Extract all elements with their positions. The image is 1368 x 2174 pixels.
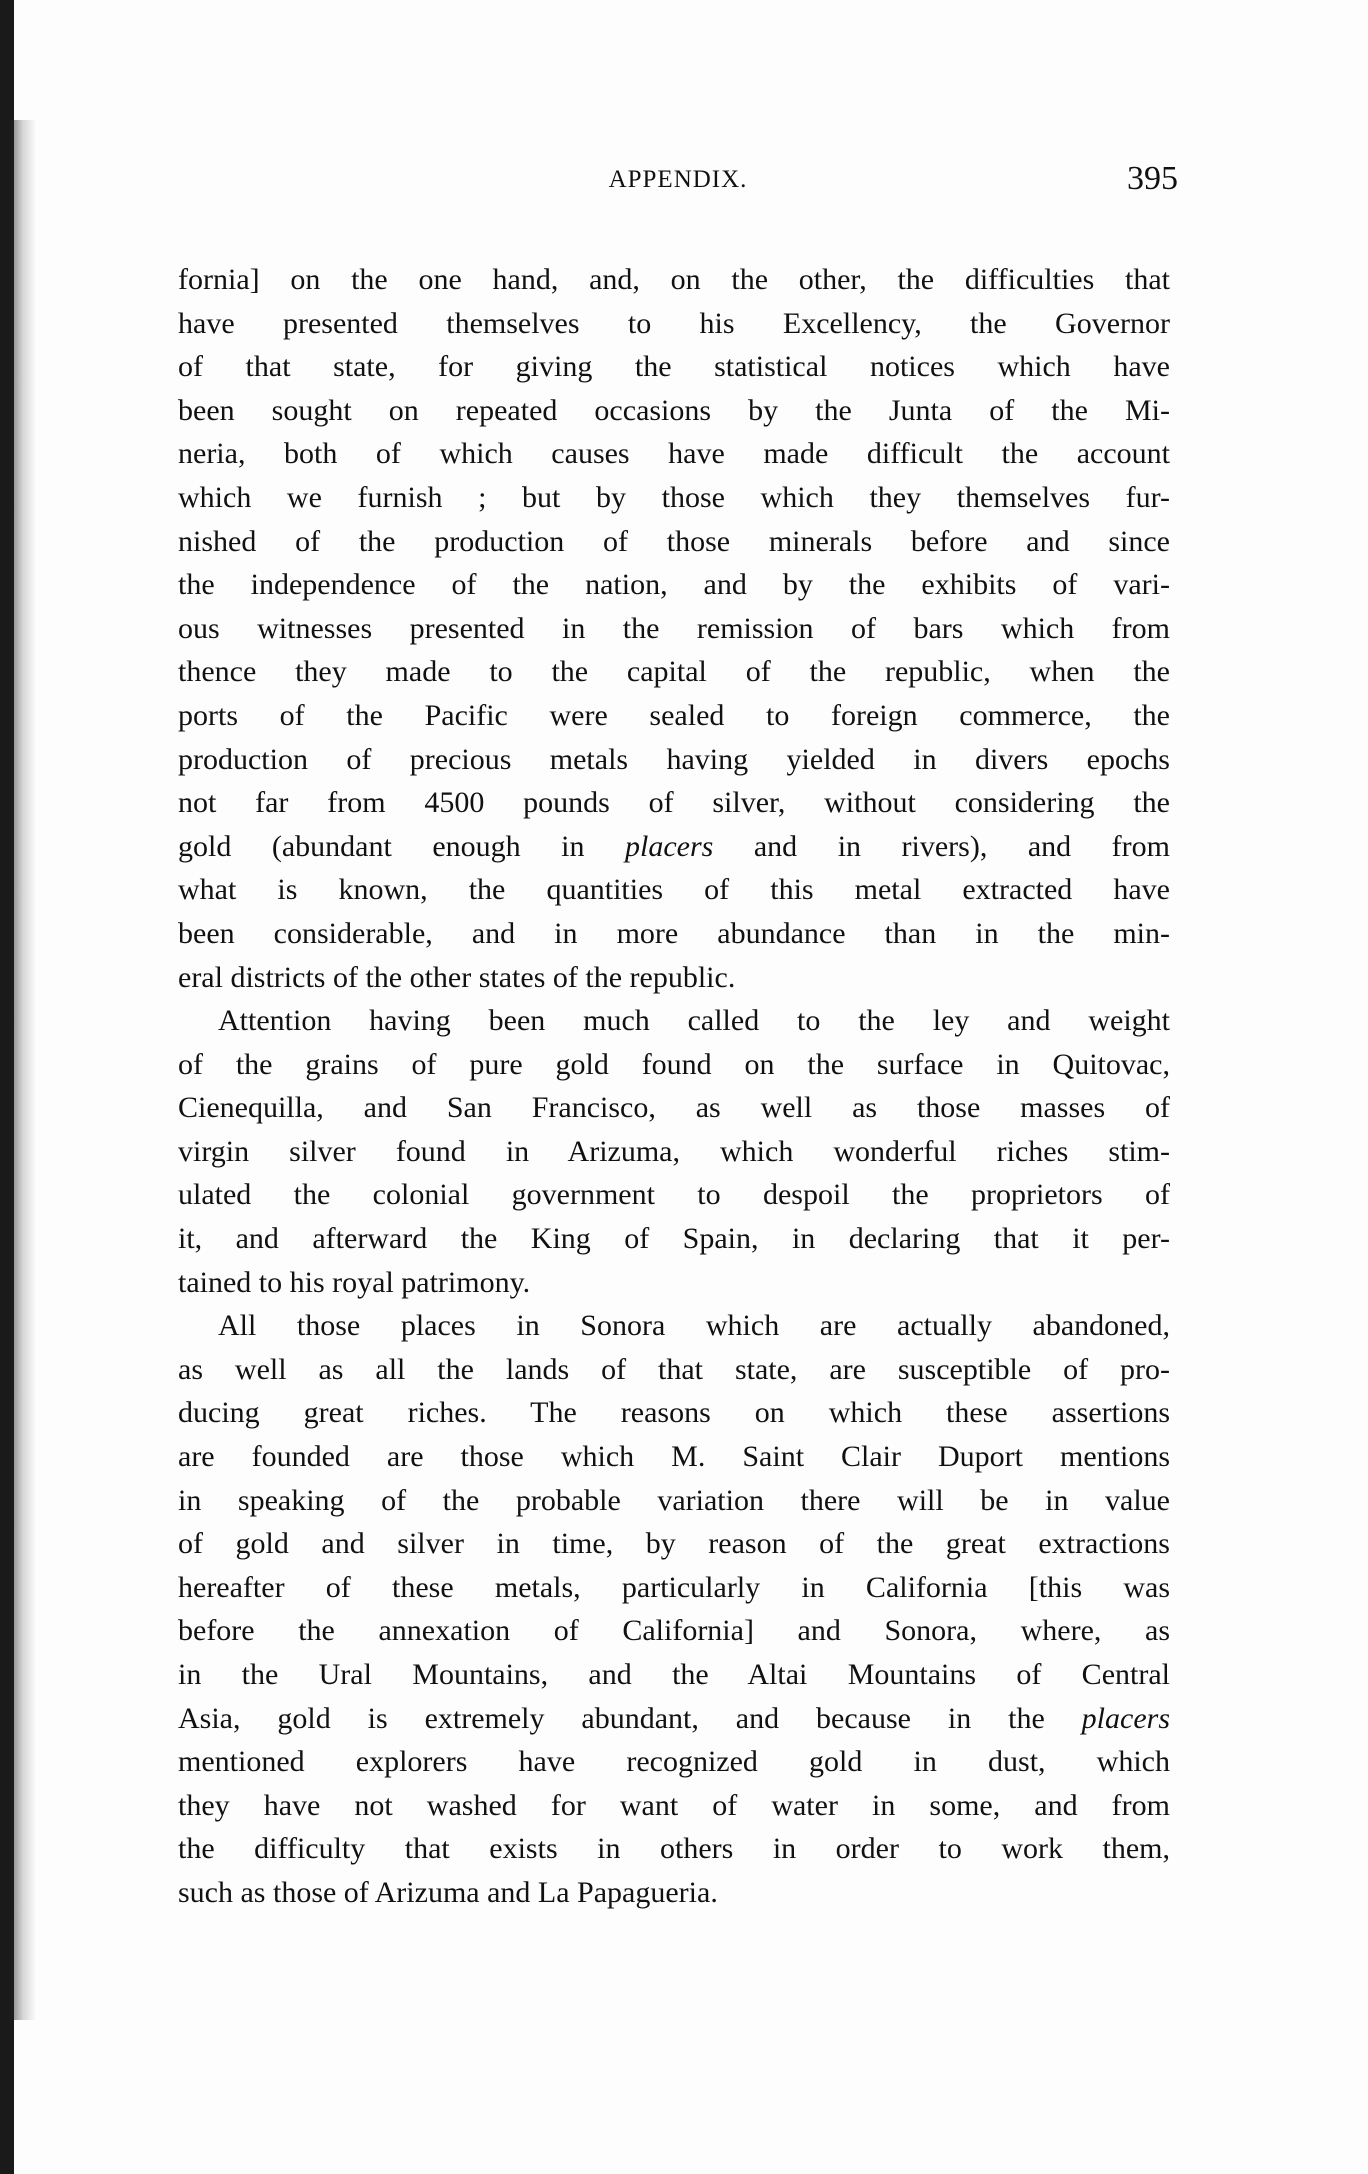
page-number: 395 — [1127, 160, 1178, 197]
paragraph — [178, 1304, 1170, 1914]
text-line: not far from 4500 pounds of silver, without considering the — [178, 786, 1170, 820]
text-line: have presented themselves to his Excellency, the Governor — [178, 306, 1170, 340]
text-line: they have not washed for want of water in some, and from — [178, 1788, 1170, 1822]
text-line: such as those of Arizuma and La Papagueria. — [178, 1875, 718, 1909]
running-title: APPENDIX. — [608, 166, 748, 193]
text-line: gold (abundant enough in placers and in rivers), and from — [178, 829, 1170, 863]
text-line: nished of the production of those minerals before and since — [178, 524, 1170, 558]
text-line: what is known, the quantities of this metal extracted have — [178, 873, 1170, 907]
text-line: tained to his royal patrimony. — [178, 1265, 531, 1299]
scan-binding-edge — [0, 0, 14, 2174]
text-line: All those places in Sonora which are actually abandoned, — [218, 1309, 1170, 1343]
text-line: ducing great riches. The reasons on which these assertions — [178, 1396, 1170, 1430]
text-line: of that state, for giving the statistical notices which have — [178, 350, 1170, 384]
paragraph — [178, 258, 1170, 999]
text-line: ous witnesses presented in the remission of bars which from — [178, 611, 1170, 645]
text-line: virgin silver found in Arizuma, which wonderful riches stim- — [178, 1134, 1170, 1168]
text-line: in the Ural Mountains, and the Altai Mountains of Central — [178, 1658, 1170, 1691]
text-line: Cienequilla, and San Francisco, as well as those masses of — [178, 1091, 1170, 1125]
text-line: eral districts of the other states of the republic. — [178, 960, 736, 994]
text-line: neria, both of which causes have made difficult the account — [178, 437, 1170, 471]
text-line: the independence of the nation, and by the exhibits of vari- — [178, 568, 1170, 602]
text-line: before the annexation of California] and Sonora, where, as — [178, 1614, 1170, 1648]
text-line: are founded are those which M. Saint Clair Duport mentions — [178, 1440, 1170, 1474]
text-line: Attention having been much called to the ley and weight — [218, 1004, 1170, 1038]
text-line: as well as all the lands of that state, are susceptible of pro- — [178, 1352, 1170, 1386]
text-line: fornia] on the one hand, and, on the other, the difficulties that — [178, 263, 1170, 296]
text-line: hereafter of these metals, particularly in California [this was — [178, 1570, 1170, 1604]
text-line: production of precious metals having yielded in divers epochs — [178, 742, 1170, 776]
text-line: been considerable, and in more abundance than in the min- — [178, 916, 1170, 950]
page-header — [178, 160, 1178, 200]
text-line: it, and afterward the King of Spain, in declaring that it per- — [178, 1222, 1170, 1256]
text-line: which we furnish ; but by those which they themselves fur- — [178, 480, 1170, 514]
text-line: ports of the Pacific were sealed to foreign commerce, the — [178, 698, 1170, 732]
text-line: of gold and silver in time, by reason of the great extractions — [178, 1527, 1170, 1561]
text-line: mentioned explorers have recognized gold in dust, which — [178, 1745, 1170, 1779]
text-line: of the grains of pure gold found on the surface in Quitovac, — [178, 1047, 1170, 1081]
text-line: ulated the colonial government to despoil the proprietors of — [178, 1178, 1170, 1212]
text-line: in speaking of the probable variation there will be in value — [178, 1483, 1170, 1517]
text-line: Asia, gold is extremely abundant, and because in the placers — [178, 1701, 1170, 1735]
scan-binding-shadow — [14, 120, 36, 2020]
paragraph — [178, 999, 1170, 1304]
page-body — [178, 258, 1170, 1915]
text-line: been sought on repeated occasions by the Junta of the Mi- — [178, 393, 1170, 427]
text-line: thence they made to the capital of the republic, when the — [178, 655, 1170, 689]
text-line: the difficulty that exists in others in order to work them, — [178, 1832, 1170, 1866]
